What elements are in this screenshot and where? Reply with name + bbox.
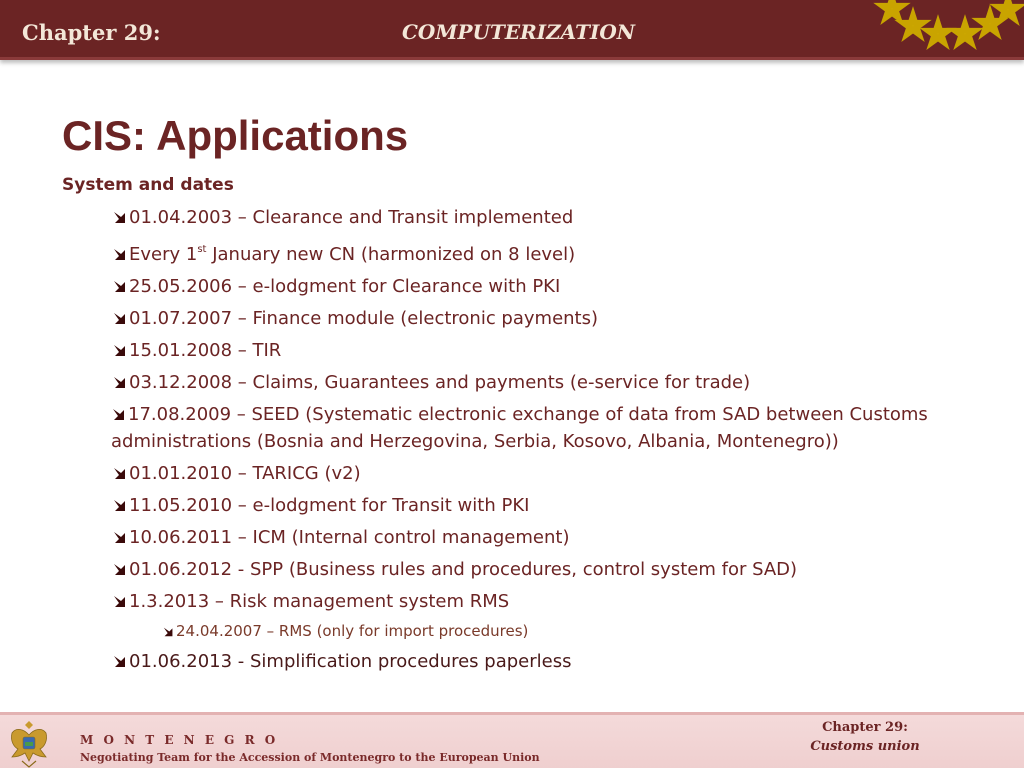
list-item [112,588,962,615]
arrow-down-bullet-icon [112,279,128,293]
header-chapter: Chapter 29: [22,20,161,45]
list-item [112,492,962,519]
list-item [112,236,962,268]
arrow-down-bullet-icon [112,247,128,261]
eu-stars-icon [870,0,1024,50]
list-item-text: 11.05.2010 – e-lodgment for Transit with PKI [129,495,530,516]
list-item-text: Every 1 [129,244,198,265]
arrow-down-bullet-icon [112,343,128,357]
arrow-down-bullet-icon [112,530,128,544]
ordinal-suffix: st [197,244,207,255]
list-item-text: 03.12.2008 – Claims, Guarantees and payments (e-service for trade) [129,372,751,393]
footer-team: Negotiating Team for the Accession of Montenegro to the European Union [80,751,540,764]
list-item-text: 01.04.2003 – Clearance and Transit implemented [129,207,574,228]
list-item-text: 1.3.2013 – Risk management system RMS [129,591,510,612]
list-item-text: 01.06.2013 - Simplification procedures paperless [129,651,572,672]
list-item [111,401,962,455]
list-item-text: 01.06.2012 - SPP (Business rules and procedures, control system for SAD) [129,559,798,580]
slide-subtitle: System and dates [62,175,234,195]
list-item-text: 17.08.2009 – SEED (Systematic electronic exchange of data from SAD between Customs administrations (Bosnia and Herzegovina, Serbia, Kosovo, Albania, Montenegro)) [111,404,928,452]
header-topic: COMPUTERIZATION [402,20,636,44]
list-item [112,648,962,675]
list-subitem [112,620,962,642]
list-item [112,305,962,332]
arrow-down-bullet-icon [112,375,128,389]
list-item-text: 10.06.2011 – ICM (Internal control management) [129,527,570,548]
arrow-down-bullet-icon [112,562,128,576]
list-item-text: 01.07.2007 – Finance module (electronic payments) [129,308,599,329]
arrow-down-bullet-icon [112,311,128,325]
list-item-text: January new CN (harmonized on 8 level) [206,244,576,265]
montenegro-coat-of-arms-icon [6,717,52,768]
date-list [112,204,962,680]
header-bar [0,0,1024,60]
list-item [112,556,962,583]
footer-country: M O N T E N E G R O [80,733,279,747]
list-item [112,460,962,487]
list-item-text: 15.01.2008 – TIR [129,340,282,361]
arrow-down-bullet-icon [112,498,128,512]
footer-chapter: Chapter 29: [822,720,908,735]
arrow-down-bullet-icon [112,466,128,480]
slide-title: CIS: Applications [62,112,409,159]
list-subitem-text: 24.04.2007 – RMS (only for import procedures) [176,622,529,640]
list-item [112,204,962,231]
arrow-down-bullet-icon [111,407,127,421]
footer-bar [0,712,1024,768]
footer-subject: Customs union [810,739,920,754]
arrow-down-bullet-icon [112,594,128,608]
arrow-down-bullet-icon [162,626,175,637]
list-item [112,524,962,551]
arrow-down-bullet-icon [112,654,128,668]
list-item-text: 01.01.2010 – TARICG (v2) [129,463,361,484]
list-item [112,369,962,396]
list-item-text: 25.05.2006 – e-lodgment for Clearance with PKI [129,276,561,297]
list-item [112,273,962,300]
arrow-down-bullet-icon [112,210,128,224]
list-item [112,337,962,364]
